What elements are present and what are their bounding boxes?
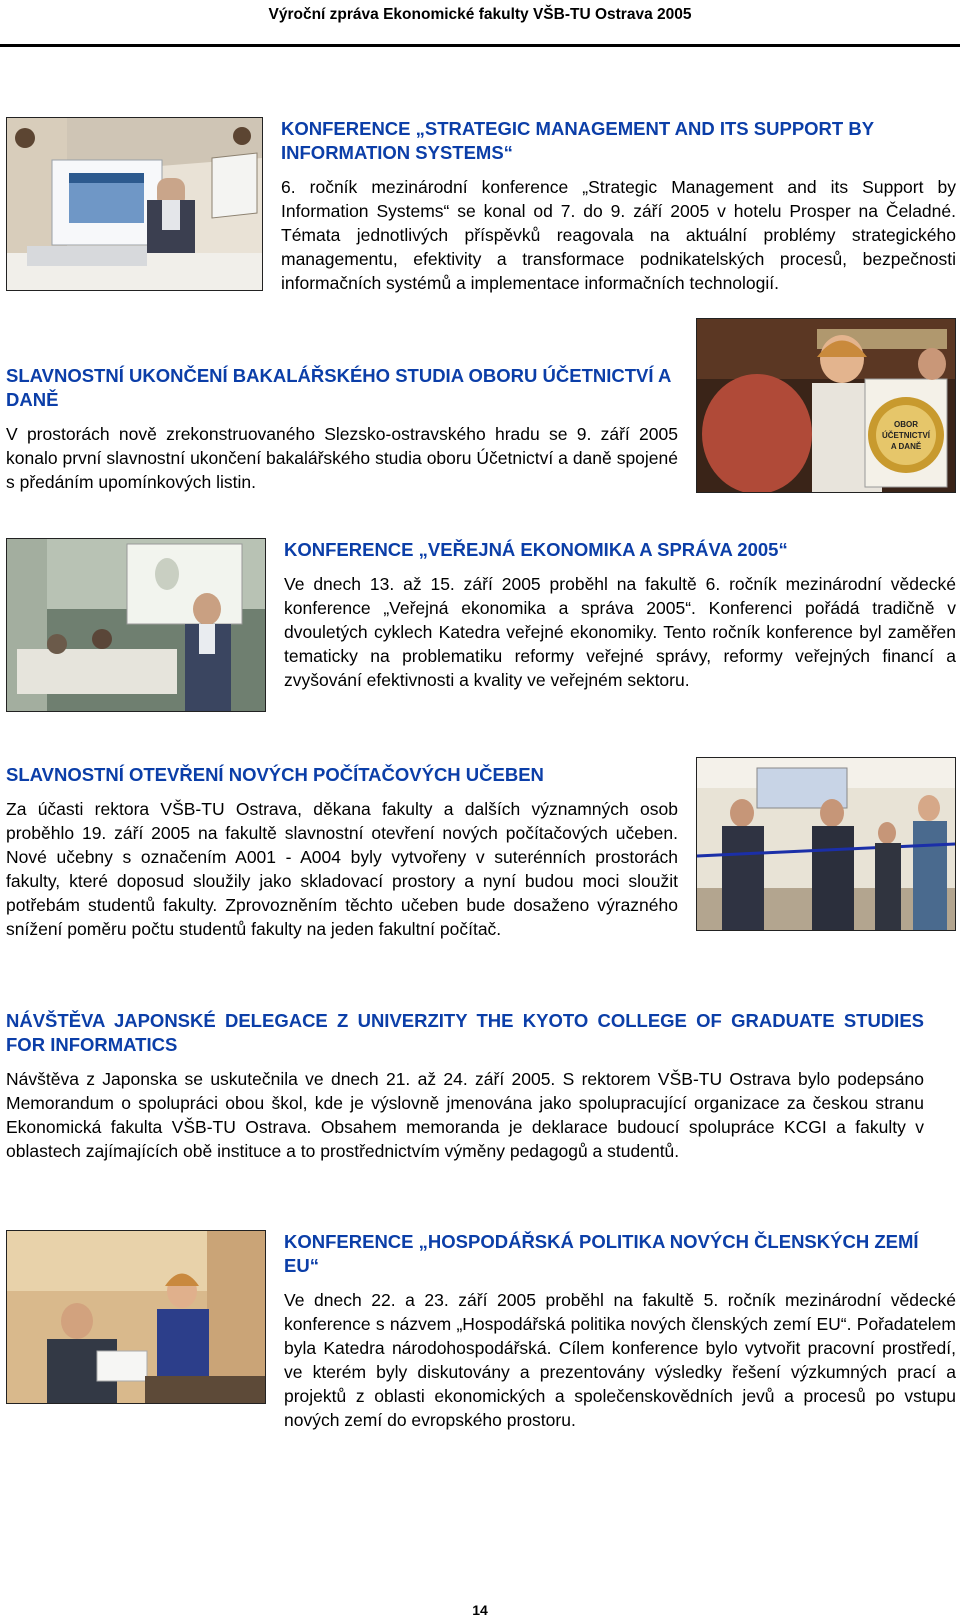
article-text: Za účasti rektora VŠB-TU Ostrava, děkana fakulty a dalších významných osob proběhlo 19. září 2005 na fakultě slavnostní otevření nových počítačových učeben. Nové učebny s označením A001 - A004 byly vytvořeny v suterénních prostorách fakulty, které doposud sloužily jako skladovací prostory a nyní budou moci sloužit potřebám studentů fakulty. Zprovozněním těchto učeben bude dosaženo výrazného snížení poměru počtu studentů fakulty na jeden fakultní počítač. xyxy=(6,799,678,939)
page-header xyxy=(0,0,960,47)
article-heading: KONFERENCE „STRATEGIC MANAGEMENT AND ITS SUPPORT BY INFORMATION SYSTEMS“ xyxy=(281,118,874,163)
article-text: V prostorách nově zrekonstruovaného Slezsko-ostravského hradu se 9. září 2005 konalo první slavnostní ukončení bakalářského studia oboru Účetnictví a daně spojené s předáním upomínkových listin. xyxy=(6,424,678,492)
sign-line-2: ÚČETNICTVÍ xyxy=(882,431,930,440)
article-public-economics xyxy=(6,538,956,718)
article-text: 6. ročník mezinárodní konference „Strategic Management and its Support by Information Systems“ se konal od 7. do 9. září 2005 v hotelu Prosper na Čeladné. Témata jednotlivých příspěvků reagovala na aktuální problémy strategického managementu, efektivity a transformace podnikatelských procesů, bezpečnosti informačních systémů a implementace informačních technologií. xyxy=(281,177,956,293)
photo-conference-speech xyxy=(6,1230,266,1404)
article-strategic-management xyxy=(6,117,956,297)
page-number: 14 xyxy=(472,1602,488,1618)
article-text: Ve dnech 22. a 23. září 2005 proběhl na fakultě 5. ročník mezinárodní vědecké konference s názvem „Hospodářská politika nových členských zemí EU“. Pořadatelem byla Katedra národohospodářská. Cílem konference bylo vytvořit pracovní prostředí, ve kterém byly diskutovány a prezentovány výsledky řešení výzkumných prací a projektů z oblasti ekonomických a společenskovědních jevů a procesů po vstupu nových zemí do evropského prostoru. xyxy=(284,1290,956,1430)
article-heading: NÁVŠTĚVA JAPONSKÉ DELEGACE Z UNIVERZITY THE KYOTO COLLEGE OF GRADUATE STUDIES FOR INFORMATICS xyxy=(6,1010,924,1055)
report-title: Výroční zpráva Ekonomické fakulty VŠB-TU Ostrava 2005 xyxy=(268,6,692,23)
article-computer-labs xyxy=(6,757,956,941)
photo-conference-speaker xyxy=(6,538,266,712)
article-text: Návštěva z Japonska se uskutečnila ve dnech 21. až 24. září 2005. S rektorem VŠB-TU Ostrava bylo podepsáno Memorandum o spolupráci obou škol, kde je výslovně jmenována jako spolupracující organizace za českou stranu Ekonomická fakulta VŠB-TU Ostrava. Obsahem memoranda je deklarace budoucí spolupráce KCGI a fakulty v oblastech zajímajících obě instituce a to prostřednictvím výměny pedagogů a studentů. xyxy=(6,1069,924,1161)
photo-graduation-ceremony xyxy=(696,318,956,493)
photo-ribbon-cutting xyxy=(696,757,956,931)
article-text: Ve dnech 13. až 15. září 2005 proběhl na fakultě 6. ročník mezinárodní vědecké konference „Veřejná ekonomika a správa 2005“. Konferenci pořádá tradičně v dvouletých cyklech Katedra veřejné ekonomiky. Tento ročník konference byl zaměřen tematicky na problematiku reformy veřejné správy, reformy veřejných financí a zvyšování efektivnosti a kvality ve veřejném sektoru. xyxy=(284,574,956,690)
article-heading: KONFERENCE „HOSPODÁŘSKÁ POLITIKA NOVÝCH ČLENSKÝCH ZEMÍ EU“ xyxy=(284,1231,919,1276)
photo-conference-presentation xyxy=(6,117,263,291)
article-heading: SLAVNOSTNÍ UKONČENÍ BAKALÁŘSKÉHO STUDIA OBORU ÚČETNICTVÍ A DANĚ xyxy=(6,365,671,410)
sign-line-1: OBOR xyxy=(894,420,918,429)
article-economic-policy xyxy=(6,1230,956,1432)
article-graduation xyxy=(6,318,956,499)
article-heading: KONFERENCE „VEŘEJNÁ EKONOMIKA A SPRÁVA 2005“ xyxy=(284,539,788,560)
article-heading: SLAVNOSTNÍ OTEVŘENÍ NOVÝCH POČÍTAČOVÝCH UČEBEN xyxy=(6,764,544,785)
sign-line-3: A DANĚ xyxy=(890,442,922,451)
article-japanese-delegation xyxy=(6,1009,924,1163)
